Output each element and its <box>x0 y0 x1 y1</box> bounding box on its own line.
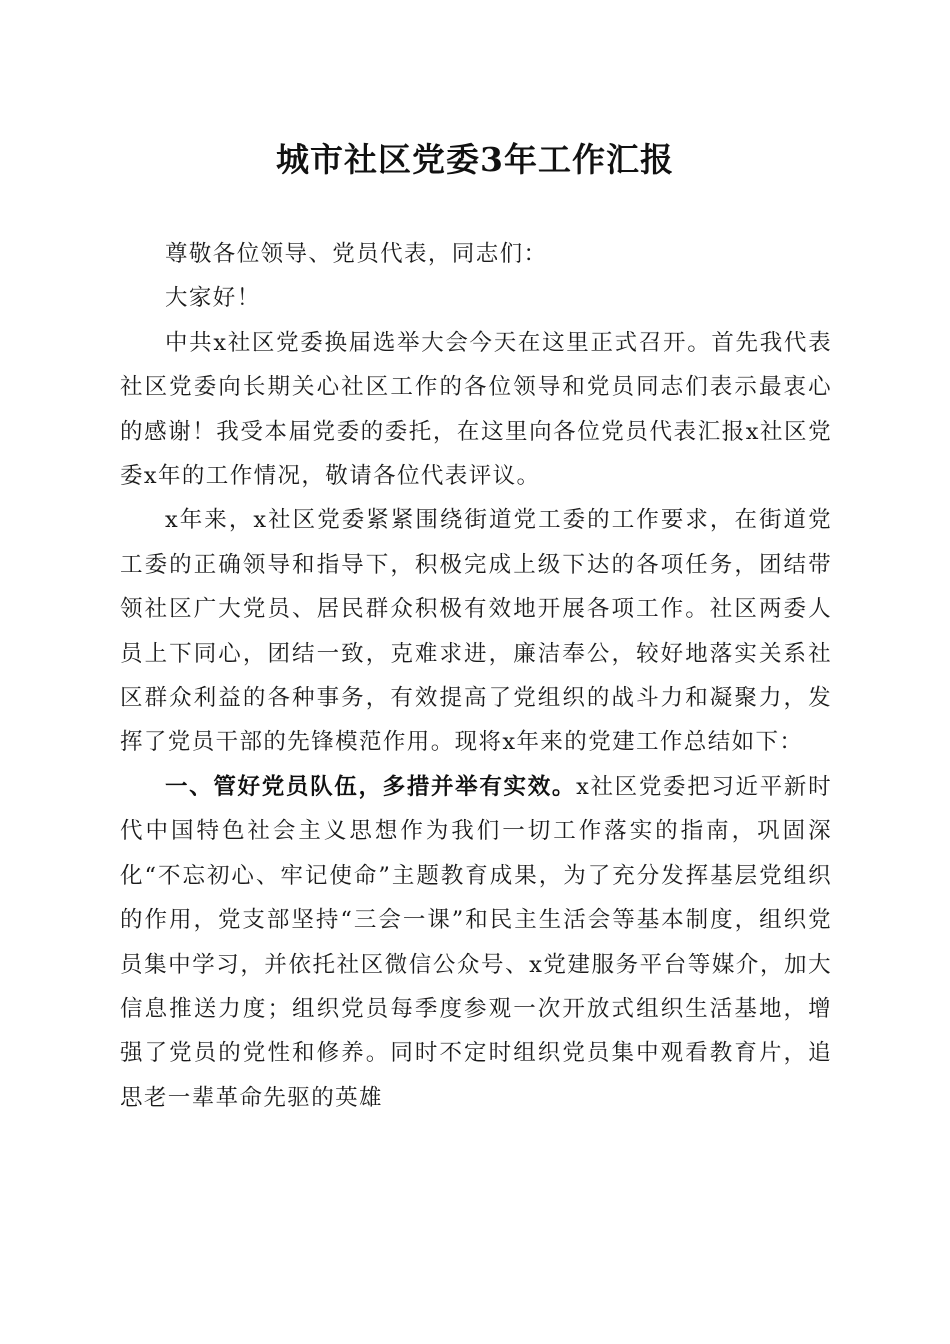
salutation-paragraph <box>120 276 832 320</box>
paragraph-text: 中共x社区党委换届选举大会今天在这里正式召开。首先我代表社区党委向长期关心社区工作的各位领导和党员同志们表示最衷心的感谢！我受本届党委的委托，在这里向各位党员代表汇报x社区党委x年的工作情况，敬请各位代表评议。 <box>120 329 832 490</box>
paragraph-text: x年来，x社区党委紧紧围绕街道党工委的工作要求，在街道党工委的正确领导和指导下，积极完成上级下达的各项任务，团结带领社区广大党员、居民群众积极有效地开展各项工作。社区两委人员上下同心，团结一致，克难求进，廉洁奉公，较好地落实关系社区群众利益的各种事务，有效提高了党组织的战斗力和凝聚力，发挥了党员干部的先锋模范作用。现将x年来的党建工作总结如下： <box>120 507 832 756</box>
intro-paragraph <box>120 321 832 499</box>
paragraph-text: 大家好！ <box>165 285 261 312</box>
document-title: 城市社区党委3年工作汇报 <box>276 140 674 179</box>
section-one-paragraph <box>120 765 832 1120</box>
overview-paragraph <box>120 498 832 764</box>
section-heading: 一、管好党员队伍，多措并举有实效。 <box>165 773 577 800</box>
document-body <box>120 232 832 1120</box>
paragraph-text: 尊敬各位领导、党员代表，同志们： <box>165 241 548 267</box>
greeting-paragraph <box>120 232 832 276</box>
paragraph-text: x社区党委把习近平新时代中国特色社会主义思想作为我们一切工作落实的指南，巩固深化“不忘初心、牢记使命”主题教育成果，为了充分发挥基层党组织的作用，党支部坚持“三会一课”和民主生活会等基本制度，组织党员集中学习，并依托社区微信公众号、x党建服务平台等媒介，加大信息推送力度；组织党员每季度参观一次开放式组织生活基地，增强了党员的党性和修养。同时不定时组织党员集中观看教育片，追思老一辈革命先驱的英雄 <box>120 773 832 1111</box>
